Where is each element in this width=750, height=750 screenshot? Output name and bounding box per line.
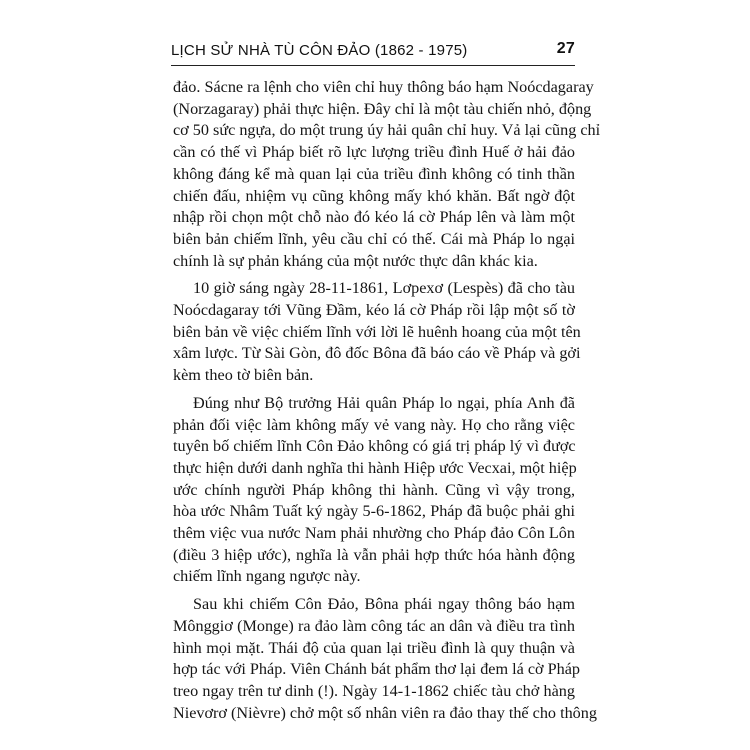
text-line: Noócdagaray tới Vũng Đầm, kéo lá cờ Pháp rồi lập một số tờ: [173, 301, 575, 320]
text-line: hợp tác với Pháp. Viên Chánh bát phẩm thơ lại đem lá cờ Pháp: [173, 660, 581, 679]
text-line: thực hiện dưới danh nghĩa thi hành Hiệp ước Vecxai, một hiệp: [173, 458, 577, 477]
text-line: không đáng kể mà quan lại của triều đình không có tinh thần: [173, 164, 575, 183]
paragraph-3: [173, 393, 575, 588]
text-line: xâm lược. Từ Sài Gòn, đô đốc Bôna đã báo cáo về Pháp và gởi: [173, 344, 581, 363]
text-line: Mônggiơ (Monge) ra đảo làm công tác an dân và điều tra tình: [173, 616, 575, 635]
text-line: treo ngay trên tư dinh (!). Ngày 14-1-1862 chiếc tàu chở hàng: [173, 681, 575, 700]
text-line: hình mọi mặt. Thái độ của quan lại triều đình là quy thuận và: [173, 638, 575, 657]
text-line: cần có thế vì Pháp biết rõ lực lượng triều đình Huế ở hải đảo: [173, 143, 575, 162]
text-line: nhập rồi chọn một chỗ nào đó kéo lá cờ Pháp lên và làm một: [173, 208, 575, 227]
text-line: chiếm lĩnh ngang ngược này.: [173, 567, 361, 586]
paragraph-4: [173, 594, 597, 724]
paragraph-1: [173, 77, 601, 272]
text-line: đảo. Sácne ra lệnh cho viên chỉ huy thông báo hạm Noócdagaray: [173, 78, 594, 96]
running-header: [171, 38, 575, 62]
header-rule: [171, 65, 575, 66]
text-line: biên bản về việc chiếm lĩnh với lời lẽ huênh hoang của một tên: [173, 322, 581, 341]
page-number: 27: [556, 40, 575, 57]
text-line: (điều 3 hiệp ước), nghĩa là vẫn phải hợp thức hóa hành động: [173, 545, 575, 564]
text-line: tuyên bố chiếm lĩnh Côn Đảo không có giá trị pháp lý vì được: [173, 437, 576, 456]
text-line: phản đối việc làm không mấy vẻ vang này. Họ cho rằng việc: [173, 415, 575, 434]
running-title: LỊCH SỬ NHÀ TÙ CÔN ĐẢO (1862 - 1975): [171, 42, 468, 59]
text-line: kèm theo tờ biên bản.: [173, 366, 314, 385]
text-line: chính là sự phản kháng của một nước thực dân khác kia.: [173, 251, 538, 270]
text-line: thêm việc vua nước Nam phải nhường cho Pháp đảo Côn Lôn: [173, 524, 575, 543]
text-line: Sau khi chiếm Côn Đảo, Bôna phái ngay thông báo hạm: [193, 595, 575, 614]
text-line: cơ 50 sức ngựa, do một trung úy hải quân chỉ huy. Vả lại cũng chỉ: [173, 121, 601, 140]
text-line: chiến đấu, nhiệm vụ cũng không mấy khó khăn. Bất ngờ đột: [173, 186, 575, 205]
text-line: (Norzagaray) phải thực hiện. Đây chỉ là một tàu chiến nhỏ, động: [173, 99, 592, 118]
text-line: ước chính người Pháp không thi hành. Cũng vì vậy trong,: [173, 480, 575, 499]
paragraph-2: [173, 278, 581, 387]
text-line: biên bản chiếm lĩnh, yêu cầu chỉ có thế. Cái mà Pháp lo ngại: [173, 229, 575, 248]
text-line: 10 giờ sáng ngày 28-11-1861, Lơpexơ (Lespès) đã cho tàu: [193, 279, 575, 298]
text-line: Đúng như Bộ trưởng Hải quân Pháp lo ngại, phía Anh đã: [193, 393, 575, 412]
body-text: [173, 77, 601, 724]
text-line: Nievơrơ (Nièvre) chở một số nhân viên ra đảo thay thế cho thông: [173, 703, 597, 722]
text-line: hòa ước Nhâm Tuất ký ngày 5-6-1862, Pháp đã buộc phải ghi: [173, 502, 575, 521]
